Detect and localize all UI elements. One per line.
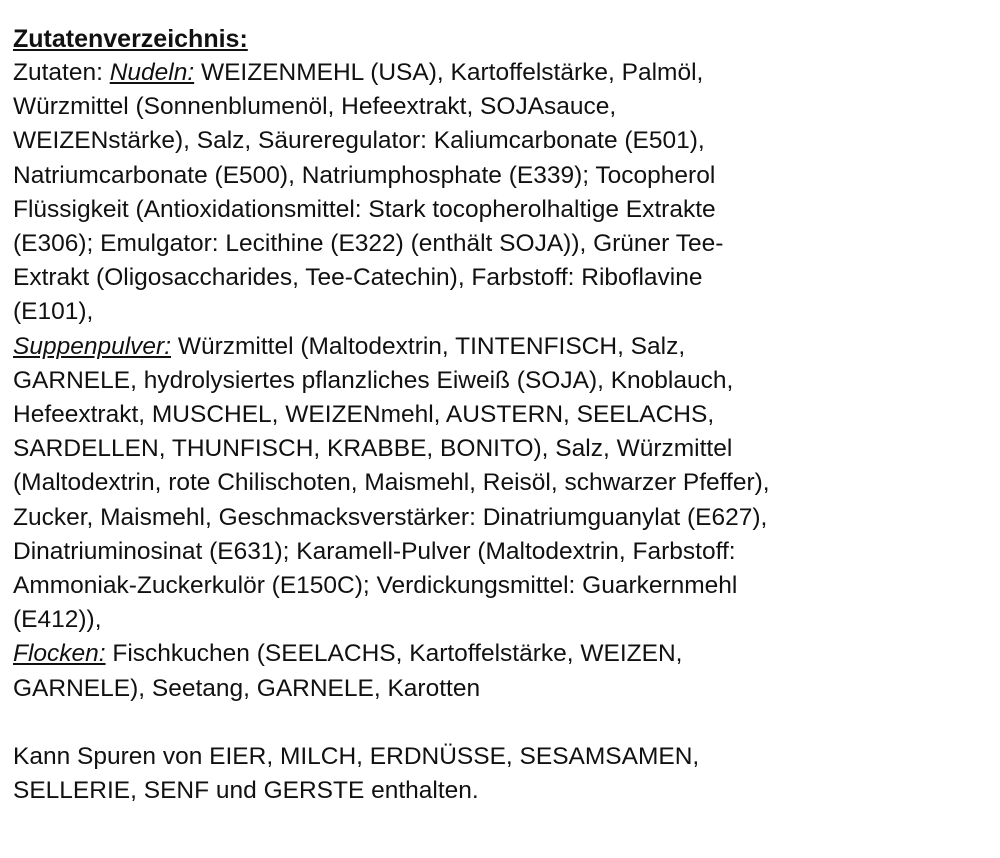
flakes-line-2: GARNELE), Seetang, GARNELE, Karotten [13,674,481,702]
noodles-line-2: Würzmittel (Sonnenblumenöl, Hefeextrakt, SOJAsauce, [13,93,617,121]
flakes-label: Flocken: [13,640,106,668]
soup-powder-line-5: (Maltodextrin, rote Chilischoten, Maismehl, Reisöl, schwarzer Pfeffer), [13,469,770,497]
noodles-line-1: Zutaten: Nudeln: WEIZENMEHL (USA), Kartoffelstärke, Palmöl, [13,59,704,86]
noodles-line-4: Natriumcarbonate (E500), Natriumphosphate (E339); Tocopherol [13,161,716,189]
allergen-notice-line-1: Kann Spuren von EIER, MILCH, ERDNÜSSE, SESAMSAMEN, [13,743,700,771]
soup-powder-line-3: Hefeextrakt, MUSCHEL, WEIZENmehl, AUSTERN, SEELACHS, [13,401,715,429]
soup-powder-line-9: (E412)), [13,606,102,634]
ingredients-intro: Zutaten: [13,59,103,86]
noodles-line-6: (E306); Emulgator: Lecithine (E322) (enthält SOJA)), Grüner Tee- [13,230,724,258]
ingredients-document [13,22,988,808]
soup-powder-label: Suppenpulver: [13,332,172,360]
noodles-line-8: (E101), [13,298,94,326]
noodles-line-7: Extrakt (Oligosaccharides, Tee-Catechin), Farbstoff: Riboflavine [13,264,703,292]
soup-powder-line-4: SARDELLEN, THUNFISCH, KRABBE, BONITO), Salz, Würzmittel [13,435,733,463]
soup-powder-line-1: Suppenpulver: Würzmittel (Maltodextrin, TINTENFISCH, Salz, [13,332,686,360]
soup-powder-line-6: Zucker, Maismehl, Geschmacksverstärker: Dinatriumguanylat (E627), [13,503,768,531]
soup-powder-line-8: Ammoniak-Zuckerkulör (E150C); Verdickungsmittel: Guarkernmehl [13,572,738,600]
flakes-line-1: Flocken: Fischkuchen (SEELACHS, Kartoffelstärke, WEIZEN, [13,640,683,668]
noodles-line-3: WEIZENstärke), Salz, Säureregulator: Kaliumcarbonate (E501), [13,127,705,155]
noodles-label: Nudeln: [109,59,195,86]
soup-powder-line-2: GARNELE, hydrolysiertes pflanzliches Eiweiß (SOJA), Knoblauch, [13,366,734,394]
noodles-line-5: Flüssigkeit (Antioxidationsmittel: Stark tocopherolhaltige Extrakte [13,195,716,223]
document-title: Zutatenverzeichnis: [13,25,248,53]
soup-powder-line-7: Dinatriuminosinat (E631); Karamell-Pulver (Maltodextrin, Farbstoff: [13,537,736,565]
allergen-notice-line-2: SELLERIE, SENF und GERSTE enthalten. [13,777,479,805]
section-spacer [13,706,988,740]
